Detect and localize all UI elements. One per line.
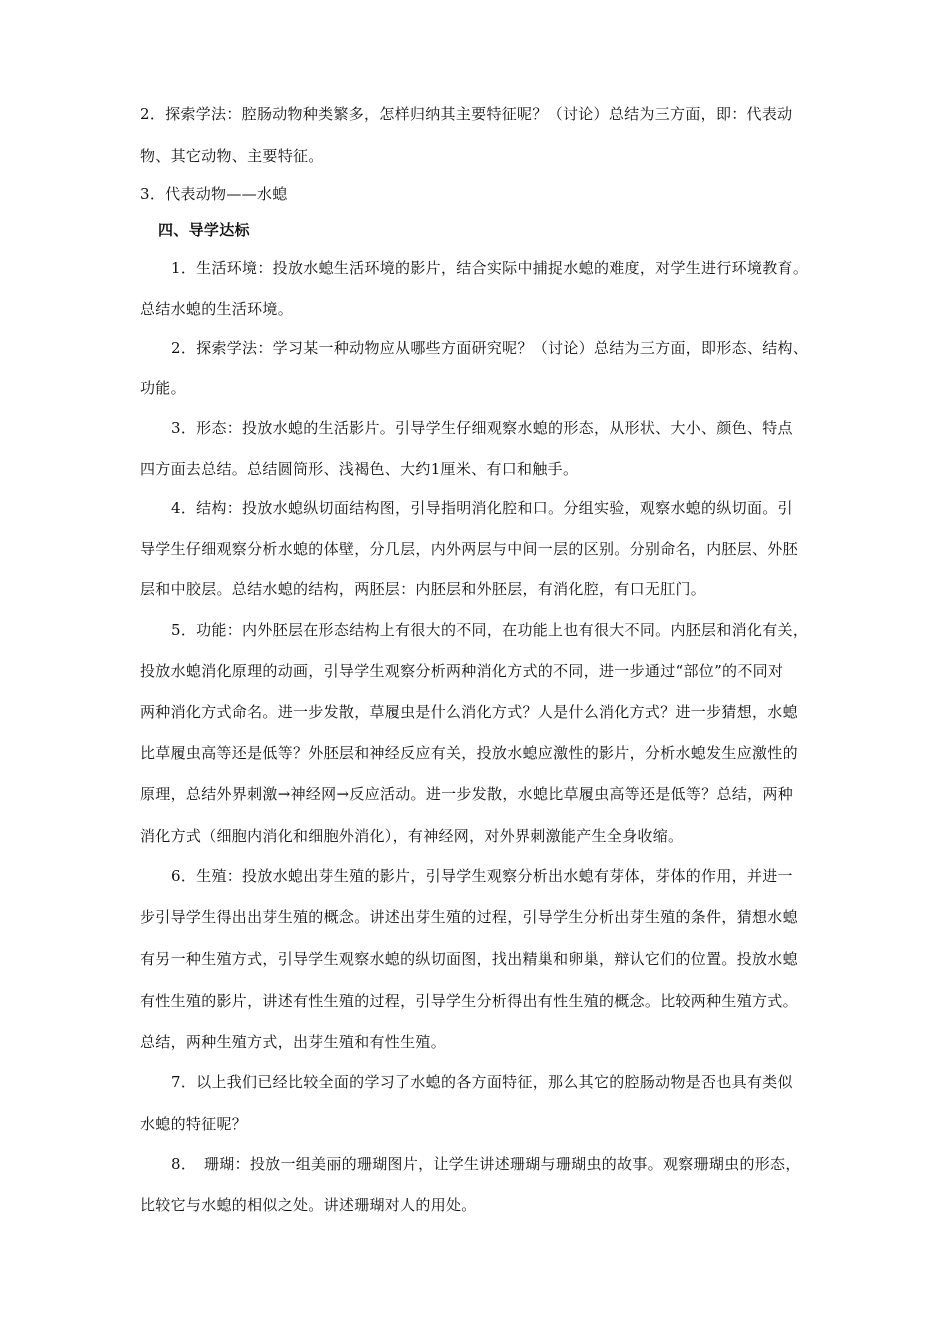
paragraph-line: 7．以上我们已经比较全面的学习了水螅的各方面特征，那么其它的腔肠动物是否也具有类似 — [171, 1073, 793, 1091]
paragraph-line: 投放水螅消化原理的动画，引导学生观察分析两种消化方式的不同，进一步通过“部位”的不同对 — [140, 662, 784, 680]
paragraph-line: 层和中胶层。总结水螅的结构，两胚层：内胚层和外胚层，有消化腔，有口无肛门。 — [140, 580, 707, 598]
paragraph-line: 总结水螅的生活环境。 — [140, 300, 294, 318]
paragraph-line: 两种消化方式命名。进一步发散，草履虫是什么消化方式？人是什么消化方式？进一步猜想，水螅 — [140, 703, 798, 721]
paragraph-line: 5．功能：内外胚层在形态结构上有很大的不同，在功能上也有很大不同。内胚层和消化有关， — [171, 621, 809, 639]
paragraph-line: 导学生仔细观察分析水螅的体壁，分几层，内外两层与中间一层的区别。分别命名，内胚层、外胚 — [140, 540, 798, 558]
paragraph-line: 4．结构：投放水螅纵切面结构图，引导指明消化腔和口。分组实验，观察水螅的纵切面。引 — [171, 499, 793, 517]
paragraph-line: 6．生殖：投放水螅出芽生殖的影片，引导学生观察分析出水螅有芽体，芽体的作用，并进一 — [171, 867, 793, 885]
paragraph-line: 比草履虫高等还是低等？外胚层和神经反应有关，投放水螅应激性的影片，分析水螅发生应激性的 — [140, 744, 798, 762]
paragraph-line: 步引导学生得出出芽生殖的概念。讲述出芽生殖的过程，引导学生分析出芽生殖的条件，猜想水螅 — [140, 908, 798, 926]
intro-item-3: 3．代表动物——水螅 — [140, 185, 288, 203]
paragraph-line: 原理，总结外界刺激→神经网→反应活动。进一步发散，水螅比草履虫高等还是低等？总结，两种 — [140, 785, 794, 803]
intro-item-2-line-1: 2．探索学法：腔肠动物种类繁多，怎样归纳其主要特征呢？（讨论）总结为三方面，即：代表动 — [140, 105, 793, 123]
paragraph-line: 1．生活环境：投放水螅生活环境的影片，结合实际中捕捉水螅的难度，对学生进行环境教育。 — [171, 259, 809, 277]
paragraph-line: 比较它与水螅的相似之处。讲述珊瑚对人的用处。 — [140, 1196, 477, 1214]
paragraph-line: 2．探索学法：学习某一种动物应从哪些方面研究呢？（讨论）总结为三方面，即形态、结构、 — [171, 339, 809, 357]
intro-item-2-line-2: 物、其它动物、主要特征。 — [140, 147, 324, 165]
paragraph-line: 3．形态：投放水螅的生活影片。引导学生仔细观察水螅的形态，从形状、大小、颜色、特点 — [171, 419, 793, 437]
paragraph-line: 8． 珊瑚：投放一组美丽的珊瑚图片，让学生讲述珊瑚与珊瑚虫的故事。观察珊瑚虫的形态， — [171, 1155, 801, 1173]
paragraph-line: 四方面去总结。总结圆筒形、浅褐色、大约1厘米、有口和触手。 — [140, 460, 579, 478]
section-heading: 四、导学达标 — [158, 221, 250, 239]
paragraph-line: 水螅的特征呢？ — [140, 1115, 248, 1133]
paragraph-line: 有另一种生殖方式，引导学生观察水螅的纵切面图，找出精巢和卵巢，辩认它们的位置。投放水螅 — [140, 950, 798, 968]
paragraph-line: 总结，两种生殖方式，出芽生殖和有性生殖。 — [140, 1033, 447, 1051]
paragraph-line: 消化方式（细胞内消化和细胞外消化），有神经网，对外界刺激能产生全身收缩。 — [140, 827, 684, 845]
paragraph-line: 功能。 — [140, 379, 186, 397]
paragraph-line: 有性生殖的影片，讲述有性生殖的过程，引导学生分析得出有性生殖的概念。比较两种生殖方式。 — [140, 992, 798, 1010]
